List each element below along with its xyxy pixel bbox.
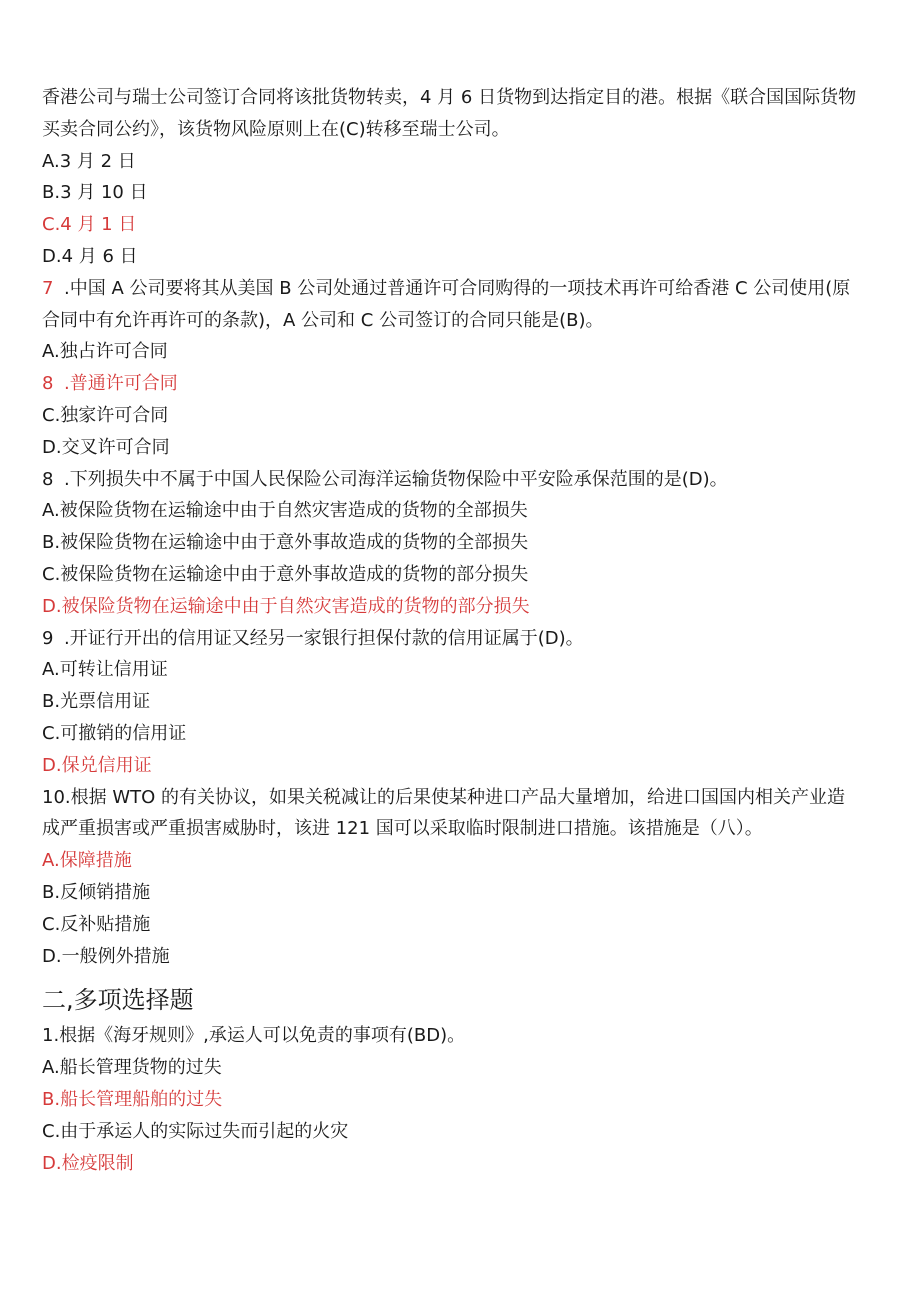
q8-stem: [42, 464, 882, 496]
q6-option-d: D.4 月 6 日: [42, 245, 138, 267]
q6-stem-line1: 香港公司与瑞士公司签订合同将该批货物转卖，4 月 6 日货物到达指定目的港。根据《联合国国际货物: [42, 87, 857, 108]
q6-option-b: B.3 月 10 日: [42, 182, 148, 204]
q10-option-d: D.一般例外措施: [42, 945, 170, 967]
q8-option-a: A.被保险货物在运输途中由于自然灾害造成的货物的全部损失: [42, 500, 528, 522]
q9-option-c: C.可撤销的信用证: [42, 722, 187, 744]
q7-number: 7: [42, 277, 54, 299]
q7-stem-line2: 合同中有允许再许可的条款)，A 公司和 C 公司签订的合同只能是(B)。: [42, 309, 604, 331]
q6-option-a: A.3 月 2 日: [42, 150, 136, 172]
q7-stem-text: .中国 A 公司要将其从美国 B 公司处通过普通许可合同购得的一项技术再许可给香港 C 公司使用(原: [64, 277, 851, 299]
q9-option-d-answer: D.保兑信用证: [42, 754, 152, 776]
q8-option-d-answer: D.被保险货物在运输途中由于自然灾害造成的货物的部分损失: [42, 595, 530, 617]
exam-page: [42, 82, 882, 1179]
q9-option-a: A.可转让信用证: [42, 659, 168, 681]
s2-q1-option-d-answer: D.检疫限制: [42, 1152, 134, 1174]
q10-option-c: C.反补贴措施: [42, 913, 151, 935]
q7-option-c: C.独家许可合同: [42, 404, 169, 426]
s2-q1-option-a: A.船长管理货物的过失: [42, 1057, 222, 1079]
section-heading: 二,多项选择题: [42, 986, 194, 1015]
q6-stem-line2: 买卖合同公约》，该货物风险原则上在(C)转移至瑞士公司。: [42, 118, 510, 140]
q8-option-b: B.被保险货物在运输途中由于意外事故造成的货物的全部损失: [42, 532, 529, 554]
q10-stem-line1: 10.根据 WTO 的有关协议，如果关税减让的后果使某种进口产品大量增加，给进口国国内相关产业造: [42, 786, 846, 808]
q9-stem-text: .开证行开出的信用证又经另一家银行担保付款的信用证属于(D)。: [64, 627, 584, 649]
s2-q1-option-c: C.由于承运人的实际过失而引起的火灾: [42, 1120, 349, 1142]
q10-stem-line2: 成严重损害或严重损害威胁时，该进 121 国可以采取临时限制进口措施。该措施是（八）。: [42, 818, 763, 840]
q8-option-c: C.被保险货物在运输途中由于意外事故造成的货物的部分损失: [42, 563, 529, 585]
q10-option-b: B.反倾销措施: [42, 881, 151, 903]
q8-stem-text: .下列损失中不属于中国人民保险公司海洋运输货物保险中平安险承保范围的是(D)。: [64, 468, 728, 490]
q9-stem: [42, 623, 882, 655]
q7-option-d: D.交叉许可合同: [42, 436, 170, 458]
q7-option-a: A.独占许可合同: [42, 341, 168, 363]
q9-option-b: B.光票信用证: [42, 691, 151, 713]
q7-option-b-text: .普通许可合同: [64, 373, 178, 395]
q6-option-c-answer: C.4 月 1 日: [42, 214, 137, 236]
q10-option-a-answer: A.保障措施: [42, 850, 132, 872]
q8-number: 8: [42, 468, 54, 490]
q7-option-b-answer: [42, 368, 882, 400]
q7-option-b-number: 8: [42, 373, 54, 395]
q9-number: 9: [42, 627, 54, 649]
s2-q1-option-b-answer: B.船长管理船舶的过失: [42, 1088, 223, 1110]
q7-stem-line1: [42, 273, 882, 305]
s2-q1-stem: 1.根据《海牙规则》,承运人可以免责的事项有(BD)。: [42, 1025, 466, 1047]
